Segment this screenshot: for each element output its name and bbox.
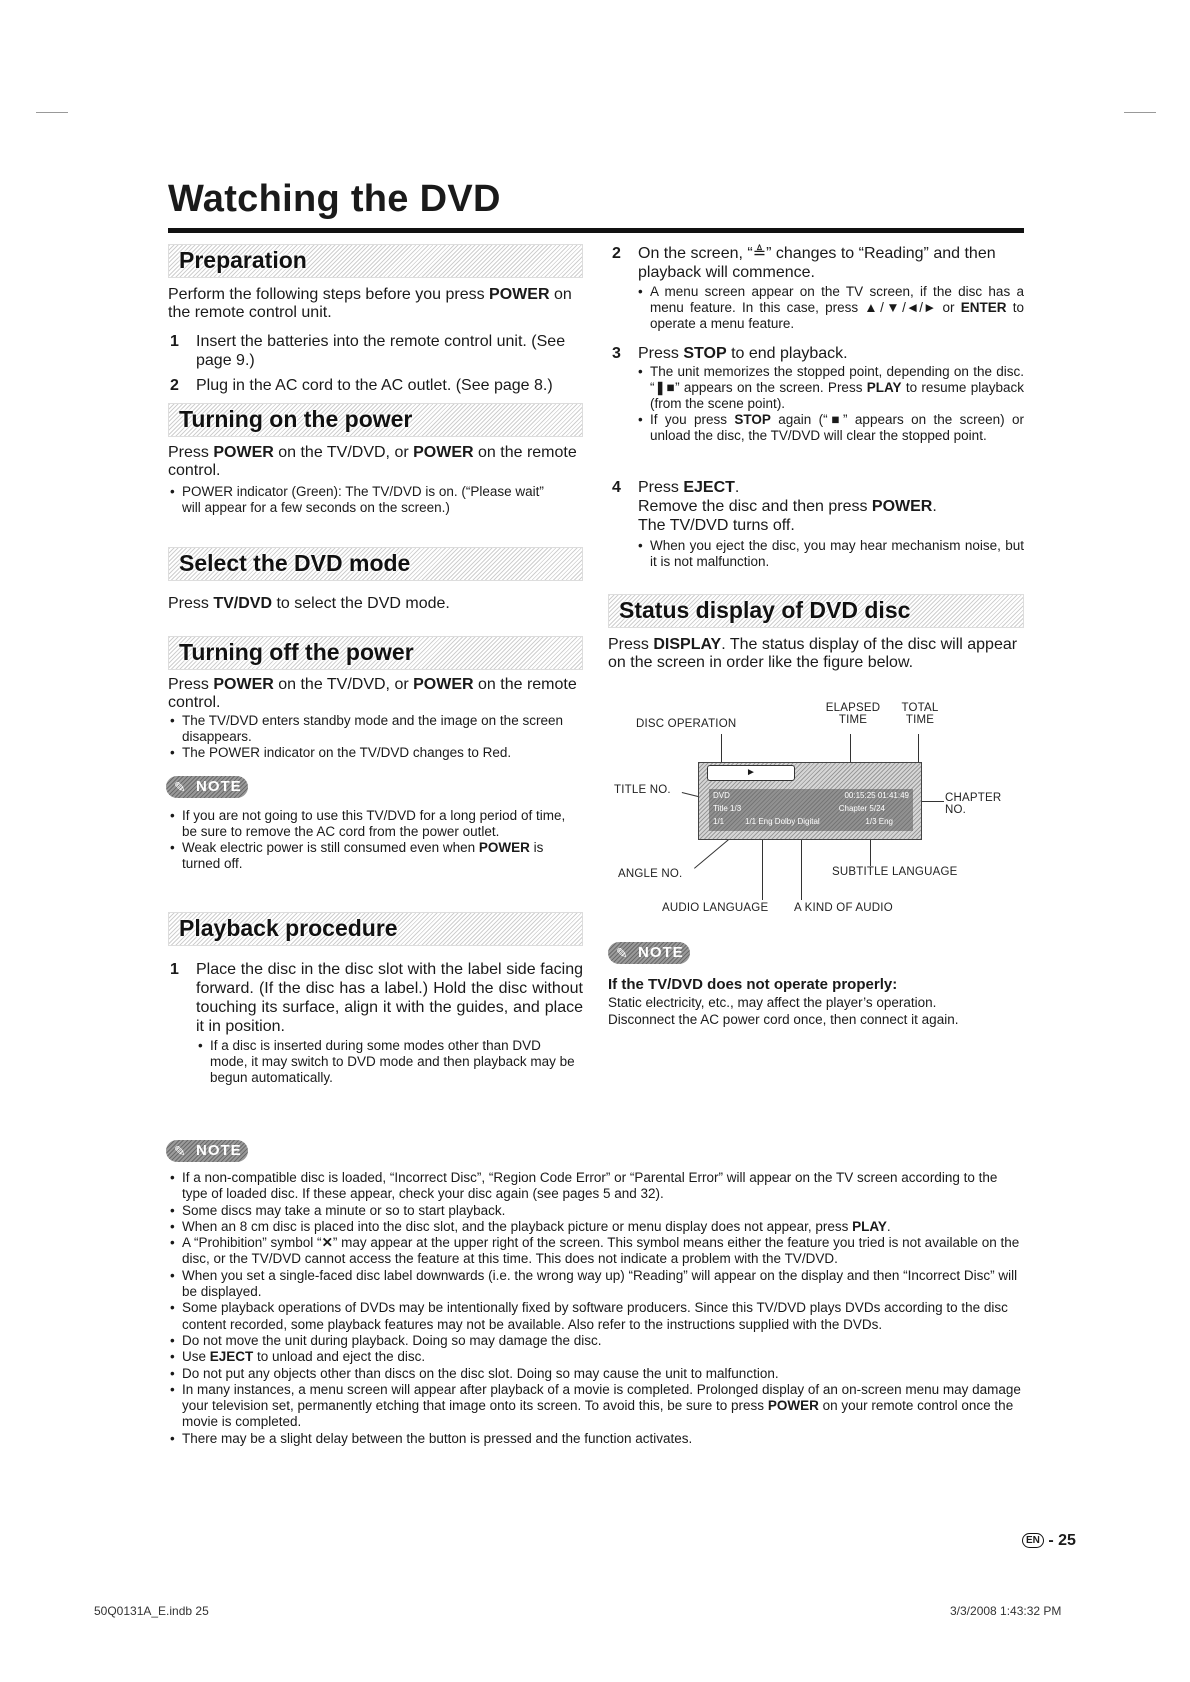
note-left-bullet-1: • If you are not going to use this TV/DVD for a long period of time, be sure to remove the AC cord from the power outlet. — [168, 808, 578, 840]
step-2: 2 On the screen, “≜” changes to “Reading” and then playback will commence. — [612, 245, 996, 281]
page-number: EN - 25 — [1022, 1532, 1076, 1550]
label-disc-operation: DISC OPERATION — [636, 718, 737, 730]
label-elapsed: ELAPSED TIME — [825, 702, 881, 726]
note-left-bullet-2: • Weak electric power is still consumed even when POWER is turned off. — [168, 840, 578, 872]
leader-angle — [694, 837, 731, 869]
title-rule — [168, 228, 1024, 233]
crop-mark-left — [36, 112, 68, 113]
en-badge: EN — [1022, 1533, 1044, 1548]
step-2-bullets — [636, 284, 1024, 332]
eject-icon: ≜ — [752, 245, 767, 262]
crop-mark-right — [1124, 112, 1156, 113]
step-2-bullet: • A menu screen appear on the TV screen, if the disc has a menu feature. In this case, press ▲/▼/◄/► or ENTER to operate a menu feature. — [636, 284, 1024, 332]
preparation-step-1: 1 Insert the batteries into the remote control unit. (See page 9.) — [170, 333, 566, 369]
note-right-heading: If the TV/DVD does not operate properly: — [608, 976, 898, 993]
turning-off-bullet-1: • The TV/DVD enters standby mode and the image on the screen disappears. — [168, 713, 583, 745]
bottom-note-11: • There may be a slight delay between the button is pressed and the function activates. — [168, 1431, 1024, 1447]
leader-chapter — [920, 801, 944, 802]
playback-heading: Playback procedure — [179, 915, 398, 941]
turning-on-heading-bar — [168, 403, 583, 437]
status-diagram — [608, 700, 1024, 915]
label-title-no: TITLE NO. — [614, 784, 671, 796]
turning-on-bullet: • POWER indicator (Green): The TV/DVD is on. (“Please wait” will appear for a few seconds on the screen.) — [168, 484, 548, 516]
bottom-note-5: • When you set a single-faced disc label downwards (i.e. the wrong way up) “Reading” will appear on the display and then “Incorrect Disc” will be displayed. — [168, 1268, 1024, 1301]
bottom-notes — [168, 1170, 1024, 1447]
preparation-heading: Preparation — [179, 247, 307, 273]
turning-off-heading-bar — [168, 636, 583, 670]
bottom-note-1: • If a non-compatible disc is loaded, “Incorrect Disc”, “Region Code Error” or “Parental Error” will appear on the TV screen according to the type of loaded disc. If these appear, check your disc again (see pages 5 and 32). — [168, 1170, 1024, 1203]
turning-off-bullet-2: • The POWER indicator on the TV/DVD changes to Red. — [168, 745, 583, 761]
note-badge-right: ✎ NOTE — [608, 942, 690, 964]
playback-heading-bar — [168, 912, 583, 946]
label-chapter: CHAPTER NO. — [945, 792, 1002, 816]
turning-off-text: Press POWER on the TV/DVD, or POWER on the remote control. — [168, 676, 577, 711]
label-subtitle: SUBTITLE LANGUAGE — [832, 866, 958, 878]
status-bar: DVD 00:15:25 01:41:49 Title 1/3 Chapter 5/24 1/1 1/1 Eng Dolby Digital 1/3 Eng — [709, 789, 913, 831]
step-3-bullet-1: • The unit memorizes the stopped point, depending on the disc. “❚■” appears on the screen. Press PLAY to resume playback (from the scene point). — [636, 364, 1024, 412]
playback-step-1-bullets — [196, 1038, 580, 1086]
status-heading: Status display of DVD disc — [619, 597, 911, 623]
leader-audio — [762, 838, 763, 900]
bottom-note-10: • In many instances, a menu screen will appear after playback of a movie is completed. Prolonged display of an on-screen menu may damage your television set, permanently etching that image onto its screen. To avoid this, be sure to press POWER on your remote control once the movie is completed. — [168, 1382, 1024, 1431]
note-badge-bottom: ✎ NOTE — [166, 1140, 248, 1162]
bottom-note-3: • When an 8 cm disc is placed into the disc slot, and the playback picture or menu display does not appear, press PLAY. — [168, 1219, 1024, 1235]
status-screen — [698, 762, 922, 840]
select-mode-heading: Select the DVD mode — [179, 550, 411, 576]
playback-step-1-bullet: • If a disc is inserted during some modes other than DVD mode, it may switch to DVD mode and then playback may be begun automatically. — [196, 1038, 580, 1086]
step-4-bullet: • When you eject the disc, you may hear mechanism noise, but it is not malfunction. — [636, 538, 1024, 570]
footer-left: 50Q0131A_E.indb 25 — [94, 1604, 209, 1618]
note-right-line-2: Disconnect the AC power cord once, then connect it again. — [608, 1012, 959, 1027]
step-4: 4 Press EJECT. Remove the disc and then press POWER. The TV/DVD turns off. — [612, 479, 937, 534]
select-mode-text: Press TV/DVD to select the DVD mode. — [168, 595, 450, 612]
step-3-bullets — [636, 364, 1024, 444]
leader-kind — [801, 838, 802, 900]
pencil-icon: ✎ — [174, 779, 186, 795]
status-heading-bar — [608, 594, 1024, 628]
turning-on-text: Press POWER on the TV/DVD, or POWER on the remote control. — [168, 444, 577, 479]
preparation-heading-bar — [168, 244, 583, 278]
preparation-step-2: 2 Plug in the AC cord to the AC outlet. (See page 8.) — [170, 377, 553, 394]
turning-on-bullets — [168, 484, 548, 516]
note-badge-left: ✎ NOTE — [166, 776, 248, 798]
bottom-note-8: • Use EJECT to unload and eject the disc. — [168, 1349, 1024, 1365]
pause-icon: ❚■ — [654, 380, 676, 395]
leader-subtitle — [870, 838, 871, 866]
label-total: TOTAL TIME — [901, 702, 939, 726]
turning-off-heading: Turning off the power — [179, 639, 414, 665]
turning-off-bullets — [168, 713, 583, 761]
preparation-intro: Perform the following steps before you press POWER on the remote control unit. — [168, 286, 572, 321]
bottom-note-9: • Do not put any objects other than discs on the disc slot. Doing so may cause the unit to malfunction. — [168, 1366, 1024, 1382]
note-right-line-1: Static electricity, etc., may affect the player’s operation. — [608, 995, 937, 1010]
pencil-icon: ✎ — [174, 1143, 186, 1159]
prohibition-icon: ✕ — [321, 1235, 333, 1251]
pencil-icon: ✎ — [616, 945, 628, 961]
play-icon: ► — [746, 767, 756, 778]
label-angle: ANGLE NO. — [618, 868, 683, 880]
bottom-note-4: • A “Prohibition” symbol “✕” may appear at the upper right of the screen. This symbol means either the feature you tried is not available on the disc, or the TV/DVD cannot access the feature at this time. This does not indicate a problem with the TV/DVD. — [168, 1235, 1024, 1268]
bottom-note-6: • Some playback operations of DVDs may be intentionally fixed by software producers. Since this TV/DVD plays DVDs according to the disc content recorded, some playback features may not be available. Also refer to the instructions supplied with the DVDs. — [168, 1300, 1024, 1333]
footer-right: 3/3/2008 1:43:32 PM — [950, 1604, 1062, 1618]
turning-on-heading: Turning on the power — [179, 406, 413, 432]
page-title: Watching the DVD — [168, 178, 501, 220]
select-mode-heading-bar — [168, 547, 583, 581]
disc-operation-box — [707, 765, 795, 781]
status-text: Press DISPLAY. The status display of the disc will appear on the screen in order like the figure below. — [608, 636, 1018, 671]
step-4-bullets — [636, 538, 1024, 570]
step-3-bullet-2: • If you press STOP again (“■” appears on the screen) or unload the disc, the TV/DVD will clear the stopped point. — [636, 412, 1024, 444]
label-audio: AUDIO LANGUAGE — [662, 902, 769, 914]
bottom-note-7: • Do not move the unit during playback. Doing so may damage the disc. — [168, 1333, 1024, 1349]
label-kind-of-audio: A KIND OF AUDIO — [794, 902, 893, 914]
note-left-bullets — [168, 808, 578, 872]
step-3: 3 Press STOP to end playback. — [612, 345, 848, 362]
bottom-note-2: • Some discs may take a minute or so to start playback. — [168, 1203, 1024, 1219]
playback-step-1: 1 Place the disc in the disc slot with the label side facing forward. (If the disc has a label.) Hold the disc without touching its surface, align it with the guides, and place it in position. — [170, 961, 583, 1035]
